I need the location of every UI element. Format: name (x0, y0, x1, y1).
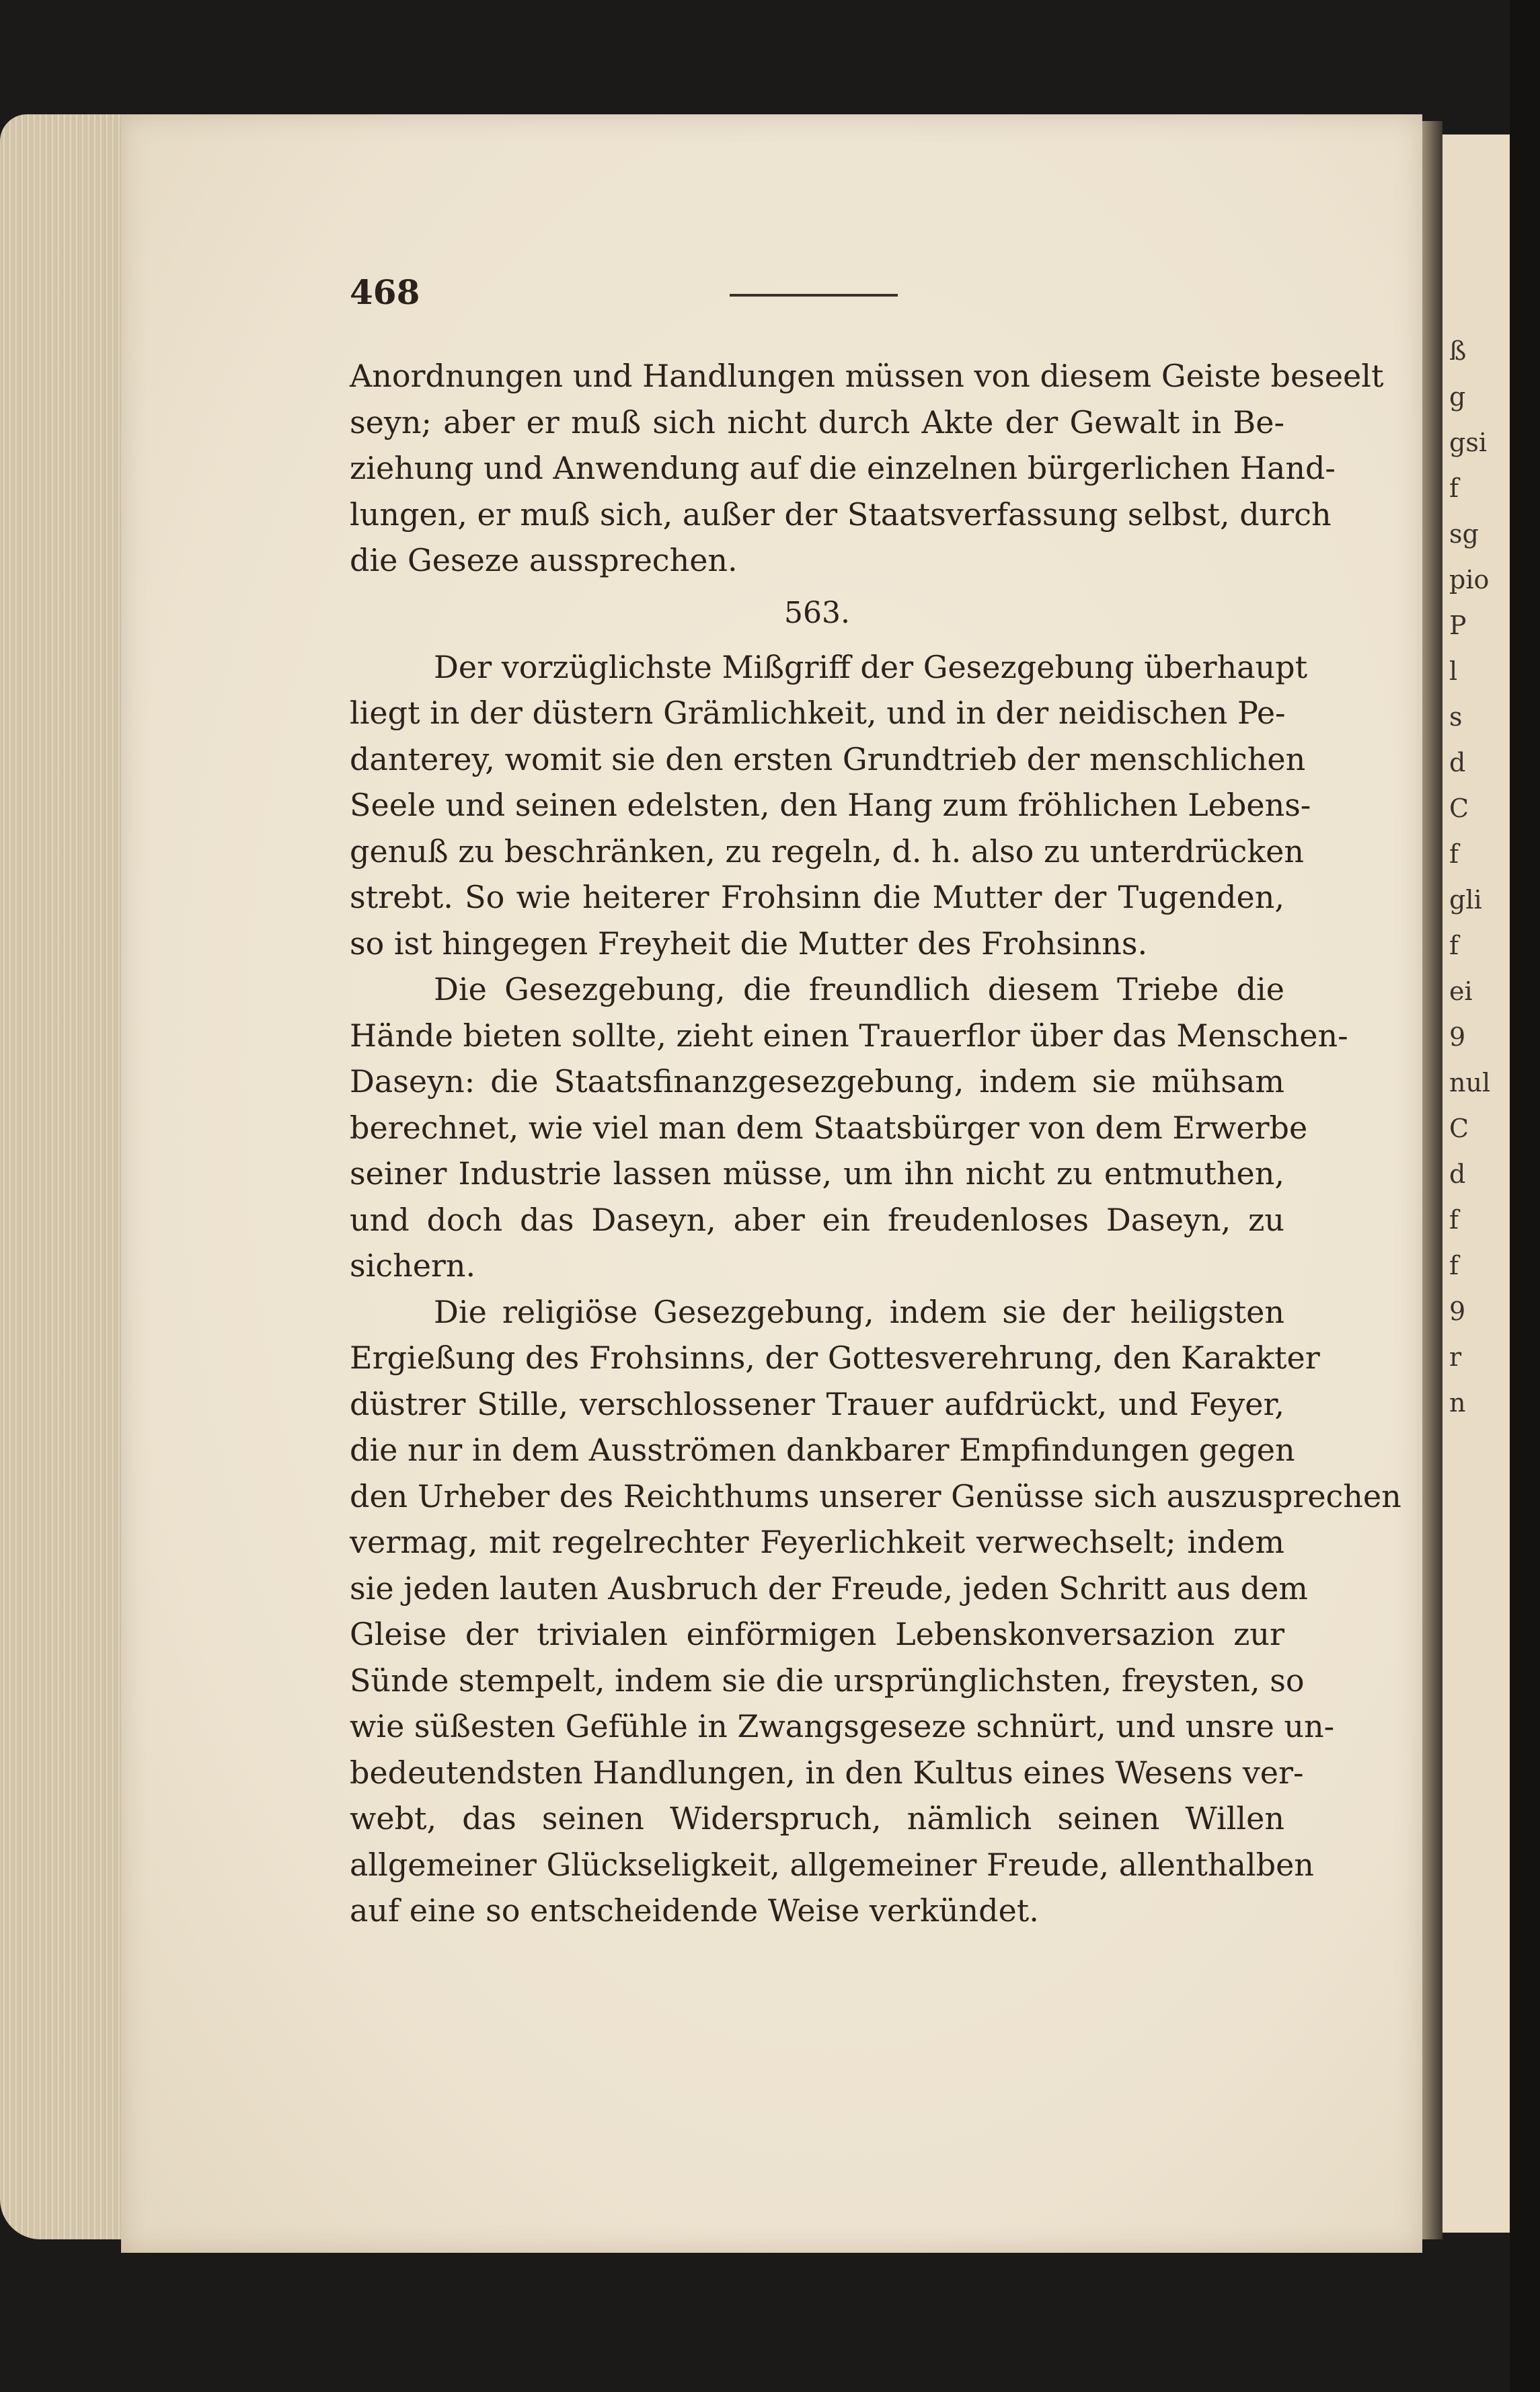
facing-page-text-fragment: pio (1449, 565, 1490, 594)
text-line: wie süßesten Gefühle in Zwangsgeseze schnürt, und unsre un- (350, 1708, 1335, 1744)
facing-page-text-fragment: f (1449, 473, 1459, 503)
text-line: Ergießung des Frohsinns, der Gottesverehrung, den Karakter (350, 1340, 1320, 1376)
text-line: Daseyn: die Staatsfinanzgesezgebung, indem sie mühsam (350, 1063, 1284, 1099)
text-line: genuß zu beschränken, zu regeln, d. h. also zu unterdrücken (350, 833, 1304, 870)
text-line: und doch das Daseyn, aber ein freudenloses Daseyn, zu (350, 1201, 1284, 1238)
facing-page-text-fragment: f (1449, 931, 1459, 960)
background-edge (1510, 0, 1540, 2392)
text-line: Der vorzüglichste Mißgriff der Gesezgebung überhaupt (434, 648, 1308, 685)
page-number: 468 (350, 272, 420, 312)
book-gutter (1422, 121, 1442, 2239)
header-rule (730, 294, 898, 297)
text-line: so ist hingegen Freyheit die Mutter des Frohsinns. (350, 925, 1148, 962)
text-line: strebt. So wie heiterer Frohsinn die Mutter der Tugenden, (350, 879, 1284, 915)
text-line: ziehung und Anwendung auf die einzelnen bürgerlichen Hand- (350, 450, 1336, 486)
text-line: die nur in dem Ausströmen dankbarer Empfindungen gegen (350, 1432, 1295, 1468)
text-line: Hände bieten sollte, zieht einen Trauerflor über das Menschen- (350, 1017, 1348, 1054)
text-line: sie jeden lauten Ausbruch der Freude, jeden Schritt aus dem (350, 1570, 1308, 1607)
facing-page-text-fragment: C (1449, 794, 1469, 823)
facing-page-text-fragment: gli (1449, 885, 1482, 915)
text-line: Sünde stempelt, indem sie die ursprünglichsten, freysten, so (350, 1662, 1305, 1699)
facing-page-text-fragment: d (1449, 1159, 1466, 1189)
text-line: seyn; aber er muß sich nicht durch Akte der Gewalt in Be- (350, 403, 1284, 440)
page-header (350, 272, 1291, 326)
book-page-edges (0, 114, 128, 2239)
facing-page-text-fragment: f (1449, 839, 1459, 869)
text-line: Anordnungen und Handlungen müssen von diesem Geiste beseelt (350, 358, 1384, 394)
facing-page-text-fragment: d (1449, 748, 1466, 777)
text-line: die Geseze aussprechen. (350, 542, 738, 578)
text-line: seiner Industrie lassen müsse, um ihn nicht zu entmuthen, (350, 1155, 1284, 1192)
paragraph-1 (350, 644, 1311, 967)
text-line: sichern. (350, 1247, 476, 1284)
text-line: Seele und seinen edelsten, den Hang zum fröhlichen Lebens- (350, 787, 1311, 823)
text-line: auf eine so entscheidende Weise verkündet. (350, 1892, 1039, 1929)
facing-page-text-fragment: s (1449, 702, 1463, 732)
facing-page-text-fragment: f (1449, 1251, 1459, 1280)
facing-page-text-fragment: n (1449, 1388, 1466, 1418)
facing-page-text-fragment: r (1449, 1342, 1462, 1372)
text-line: berechnet, wie viel man dem Staatsbürger von dem Erwerbe (350, 1109, 1308, 1146)
facing-page-text-fragment: ei (1449, 976, 1473, 1006)
text-line: vermag, mit regelrechter Feyerlichkeit verwechselt; indem (350, 1524, 1284, 1560)
text-line: Gleise der trivialen einförmigen Lebenskonversazion zur (350, 1616, 1284, 1652)
facing-page-text-fragment: P (1449, 611, 1467, 640)
facing-page-fragment (1442, 134, 1510, 2233)
facing-page-text-fragment: gsi (1449, 428, 1487, 457)
text-line: den Urheber des Reichthums unserer Genüsse sich auszusprechen (350, 1477, 1401, 1514)
paragraph-3 (350, 1289, 1401, 1934)
facing-page-text-fragment: l (1449, 656, 1458, 686)
facing-page-text-fragment: 9 (1449, 1022, 1466, 1052)
facing-page-text-fragment: C (1449, 1114, 1469, 1143)
main-text (350, 353, 1401, 1934)
paragraph-2 (350, 966, 1348, 1289)
facing-page-text-fragment: ß (1449, 336, 1467, 366)
facing-page-text-fragment: nul (1449, 1068, 1491, 1097)
text-line: liegt in der düstern Grämlichkeit, und in der neidischen Pe- (350, 695, 1286, 731)
facing-page-text-fragment: g (1449, 382, 1466, 412)
text-line: bedeutendsten Handlungen, in den Kultus eines Wesens ver- (350, 1754, 1304, 1791)
text-line: allgemeiner Glückseligkeit, allgemeiner Freude, allenthalben (350, 1846, 1314, 1883)
facing-page-text-fragment: f (1449, 1205, 1459, 1235)
section-number: 563. (784, 595, 850, 630)
text-line: webt, das seinen Widerspruch, nämlich seinen Willen (350, 1800, 1284, 1837)
text-line: Die Gesezgebung, die freundlich diesem Triebe die (434, 971, 1284, 1007)
text-line: düstrer Stille, verschlossener Trauer aufdrückt, und Feyer, (350, 1385, 1284, 1422)
facing-page-text-fragment: 9 (1449, 1297, 1466, 1326)
facing-page-text-fragment: sg (1449, 519, 1479, 549)
text-line: lungen, er muß sich, außer der Staatsverfassung selbst, durch (350, 496, 1332, 533)
text-line: Die religiöse Gesezgebung, indem sie der heiligsten (434, 1293, 1284, 1330)
intro-paragraph (350, 353, 1384, 584)
text-line: danterey, womit sie den ersten Grundtrieb der menschlichen (350, 740, 1306, 777)
